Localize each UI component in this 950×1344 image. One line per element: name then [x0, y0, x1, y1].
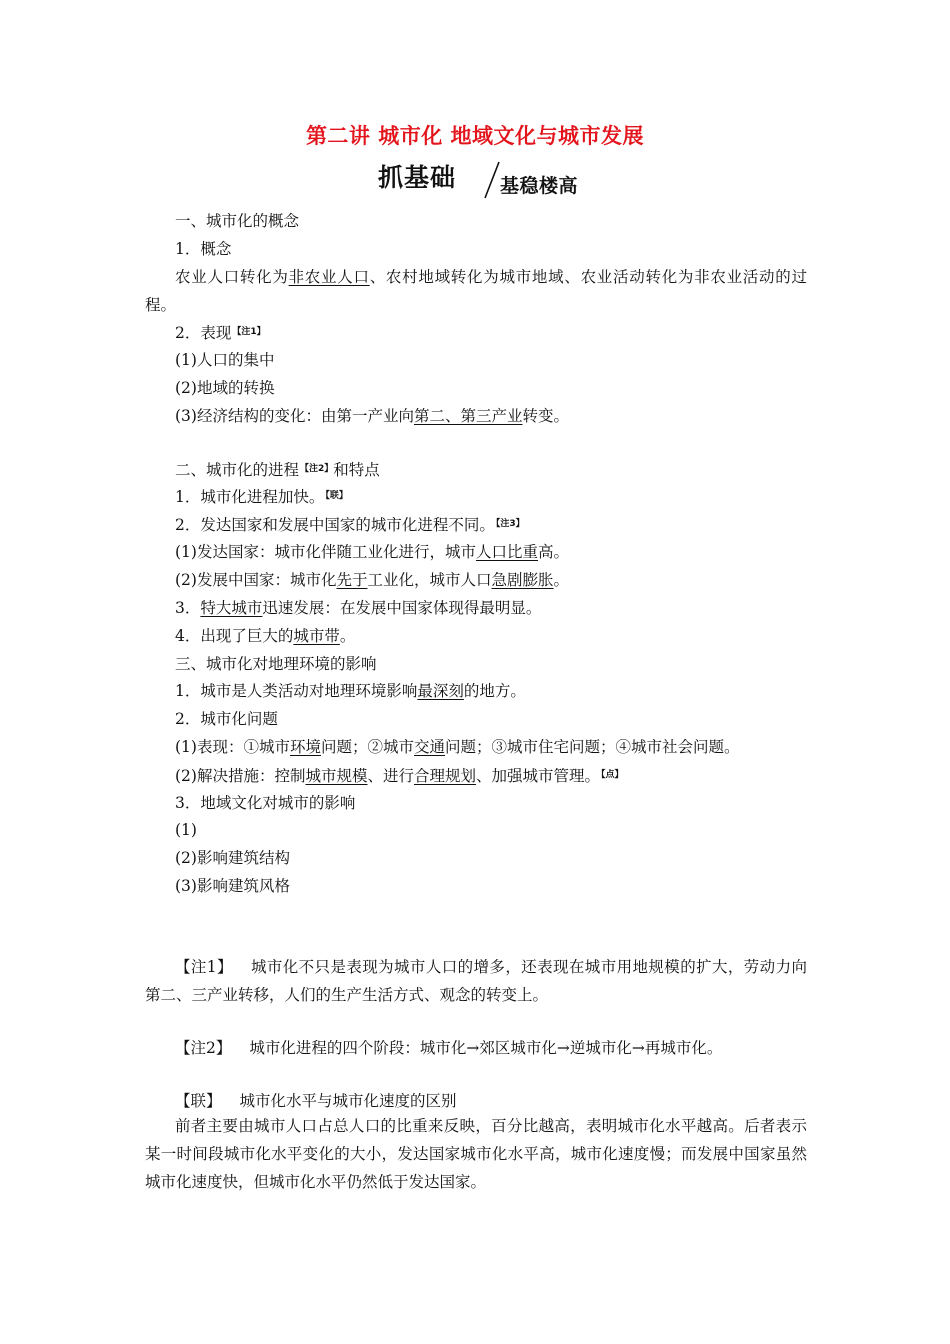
- s1-point2: (2)地域的转换: [175, 379, 275, 397]
- section3-heading: 三、城市化对地理环境的影响: [175, 655, 377, 673]
- link-note-body: 前者主要由城市人口占总人口的比重来反映，百分比越高，表明城市化水平越高。后者表示某一时间段城市化水平变化的大小，发达国家城市化水平高，城市化速度慢；而发展中国家虽然城市化速度快，但城市化水平仍然低于发达国家。: [145, 1117, 807, 1191]
- underlined-term: 交通: [414, 738, 446, 756]
- underlined-term: 第二、第三产业: [413, 407, 523, 425]
- note-2: 【注2】 城市化进程的四个阶段：城市化→郊区城市化→逆城市化→再城市化。: [175, 1039, 723, 1057]
- s2-item2: 2．发达国家和发展中国家的城市化进程不同。$^{【注3】}$: [175, 516, 525, 534]
- s3-item1: 1．城市是人类活动对地理环境影响最深刻的地方。: [175, 682, 526, 700]
- underlined-term: 急剧膨胀: [491, 571, 554, 589]
- slash-divider-icon: [482, 158, 502, 200]
- underlined-term: 城市带: [293, 627, 340, 645]
- underlined-term: 合理规划: [414, 767, 477, 785]
- banner-main-text: 抓基础: [378, 163, 457, 192]
- s1-point3: (3)经济结构的变化：由第一产业向第二、第三产业转变。: [175, 407, 569, 425]
- s1-point1: (1)人口的集中: [175, 351, 275, 369]
- note-label: 【注2】: [175, 1039, 232, 1057]
- page-title: 第二讲 城市化 地域文化与城市发展: [305, 124, 645, 148]
- note-1: 【注1】 城市化不只是表现为城市人口的增多，还表现在城市用地规模的扩大，劳动力向第二、三产业转移，人们的生产生活方式、观念的转变上。: [145, 958, 807, 1004]
- s1-item1: 1．概念: [175, 240, 232, 258]
- note-tag: 【注1】: [232, 327, 266, 337]
- link-note-title: 【联】 城市化水平与城市化速度的区别: [175, 1092, 457, 1110]
- s3-item2: 2．城市化问题: [175, 710, 278, 728]
- s2-developed: (1)发达国家：城市化伴随工业化进行，城市人口比重高。: [175, 543, 569, 561]
- underlined-term: 非农业人口: [288, 268, 370, 286]
- underlined-term: 人口比重: [475, 543, 538, 561]
- underlined-term: 最深刻: [417, 682, 464, 700]
- note-label: 【注1】: [175, 958, 233, 976]
- section1-heading: 一、城市化的概念: [175, 212, 300, 230]
- s1-item2: 2．表现$^{【注1】}$: [175, 324, 266, 342]
- note-tag: 【注2】: [300, 464, 334, 474]
- s3-culture-1: (1): [175, 821, 197, 839]
- s3-problems: (1)表现：①城市环境问题；②城市交通问题；③城市住宅问题；④城市社会问题。: [175, 738, 740, 756]
- link-tag: 【联】: [325, 491, 348, 501]
- s2-item3: 3．特大城市迅速发展：在发展中国家体现得最明显。: [175, 599, 542, 617]
- s3-culture-3: (3)影响建筑风格: [175, 877, 290, 895]
- s2-item1: 1．城市化进程加快。$^{【联】}$: [175, 488, 348, 506]
- underlined-term: 城市规模: [305, 767, 368, 785]
- section-banner: [378, 158, 618, 200]
- underlined-term: 先于: [336, 571, 368, 589]
- s3-item3: 3．地域文化对城市的影响: [175, 794, 356, 812]
- note-tag: 【注3】: [495, 519, 525, 529]
- point-tag: 【点】: [601, 770, 624, 780]
- section2-heading: 二、城市化的进程$^{【注2】}$和特点: [175, 461, 380, 479]
- note-label: 【联】: [175, 1092, 222, 1110]
- s3-culture-2: (2)影响建筑结构: [175, 849, 290, 867]
- s3-solutions: (2)解决措施：控制城市规模、进行合理规划、加强城市管理。$^{【点】}$: [175, 767, 624, 785]
- s2-item4: 4．出现了巨大的城市带。: [175, 627, 356, 645]
- banner-sub-text: 基稳楼高: [500, 175, 579, 197]
- s2-developing: (2)发展中国家：城市化先于工业化，城市人口急剧膨胀。: [175, 571, 570, 589]
- underlined-term: 环境: [289, 738, 321, 756]
- underlined-term: 特大城市: [200, 599, 263, 617]
- s1-definition: 农业人口转化为非农业人口、农村地域转化为城市地域、农业活动转化为非农业活动的过程。: [145, 268, 807, 314]
